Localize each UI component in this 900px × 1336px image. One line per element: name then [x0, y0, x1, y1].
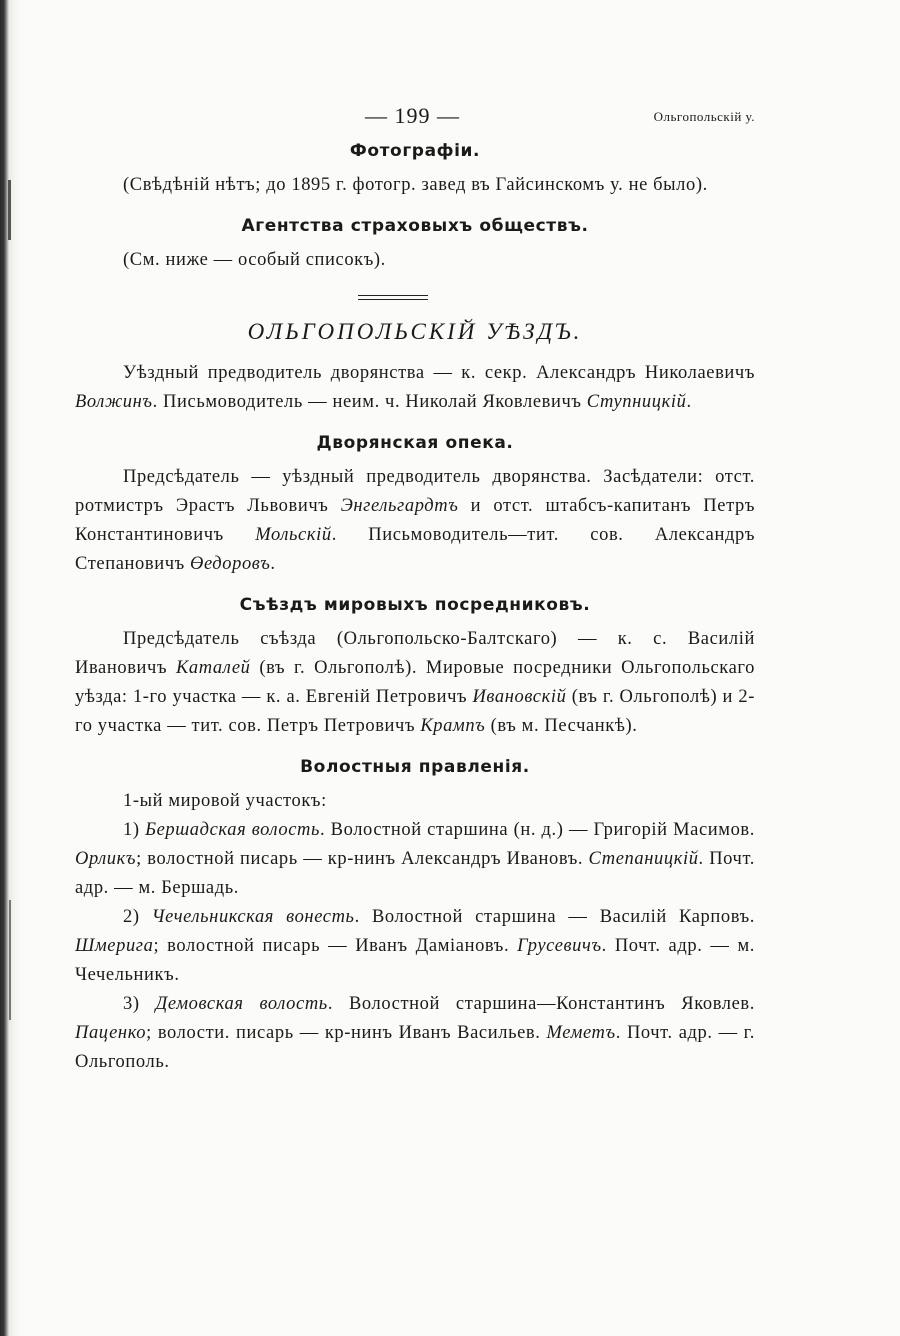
person-name: Ступницкій	[586, 392, 687, 412]
opeka-paragraph: Предсѣдатель — уѣздный предводитель дворянства. Засѣдатели: отст. ротмистръ Эрастъ Львовичъ Энгельгардтъ и отст. штабсъ-капитанъ Петръ Константиновичъ Мольскій. Письмоводитель—тит. сов. Александръ Степановичъ Өедоровъ.	[75, 467, 755, 574]
page-number: — 199 —	[365, 103, 460, 128]
person-name: Ивановскій	[472, 687, 567, 707]
volost-entry: 1) Бершадская волость. Волостной старшина (н. д.) — Григорій Масимов. Орликъ; волостной писарь — кр-нинъ Александръ Ивановъ. Степаницкій. Почт. адр. — м. Бершадь.	[75, 820, 755, 898]
person-name: Мольскій	[255, 525, 332, 545]
volost-name: Демовская волость	[155, 994, 328, 1014]
page-body	[75, 95, 755, 1077]
section-title-photo: Фотографіи.	[349, 141, 481, 161]
volost-entry: 2) Чечельникская вонесть. Волостной старшина — Василій Карповъ. Шмерига; волостной писарь — Иванъ Даміановъ. Грусевичъ. Почт. адр. — м. Чечельникъ.	[75, 907, 755, 985]
book-spine-edge	[0, 0, 22, 1336]
volost-name: Чечельникская вонесть	[151, 907, 355, 927]
volost-entry: 3) Демовская волость. Волостной старшина—Константинъ Яковлев. Паценко; волости. писарь — кр-нинъ Иванъ Васильев. Меметъ. Почт. адр. — г. Ольгополь.	[75, 994, 755, 1072]
person-name: Меметъ	[546, 1023, 616, 1043]
person-name: Волжинъ	[75, 392, 153, 412]
photo-text: (Свѣдѣній нѣтъ; до 1895 г. фотогр. завед въ Гайсинскомъ у. не было).	[123, 175, 708, 195]
running-head: Ольгопольскій у.	[653, 109, 755, 124]
double-rule-divider	[75, 275, 755, 315]
uezd-leader-paragraph: Уѣздный предводитель дворянства — к. секр. Александръ Николаевичъ Волжинъ. Письмоводитель — неим. ч. Николай Яковлевичъ Ступницкій.	[75, 363, 755, 412]
person-name: Паценко	[75, 1023, 147, 1043]
uezd-title: ОЛЬГОПОЛЬСКІЙ УѢЗДЪ.	[247, 319, 583, 344]
spine-mark	[9, 900, 11, 1020]
section-title-sjezd: Съѣздъ мировыхъ посредниковъ.	[239, 595, 591, 615]
section-title-insurance: Агентства страховыхъ обществъ.	[241, 216, 589, 236]
page-header	[75, 95, 755, 135]
section-title-opeka: Дворянская опека.	[316, 433, 514, 453]
insurance-text: (См. ниже — особый списокъ).	[123, 250, 386, 270]
district-heading: 1-ый мировой участокъ:	[123, 791, 327, 811]
spine-mark	[8, 180, 11, 240]
section-title-volost: Волостныя правленія.	[300, 757, 530, 777]
person-name: Каталей	[175, 658, 251, 678]
person-name: Орликъ	[75, 849, 137, 869]
volost-name: Бершадская волость	[145, 820, 321, 840]
person-name: Өедоровъ	[189, 554, 271, 574]
person-name: Энгельгардтъ	[340, 496, 459, 516]
sjezd-paragraph: Предсѣдатель съѣзда (Ольгопольско-Балтскаго) — к. с. Василій Ивановичъ Каталей (въ г. Ольгополѣ). Мировые посредники Ольгопольскаго уѣзда: 1-го участка — к. а. Евгеній Петровичъ Ивановскій (въ г. Ольгополѣ) и 2-го участка — тит. сов. Петръ Петровичъ Крампъ (въ м. Песчанкѣ).	[75, 629, 756, 736]
person-name: Грусевичъ	[517, 936, 602, 956]
person-name: Степаницкій	[588, 849, 699, 869]
person-name: Крампъ	[420, 716, 486, 736]
person-name: Шмерига	[75, 936, 154, 956]
